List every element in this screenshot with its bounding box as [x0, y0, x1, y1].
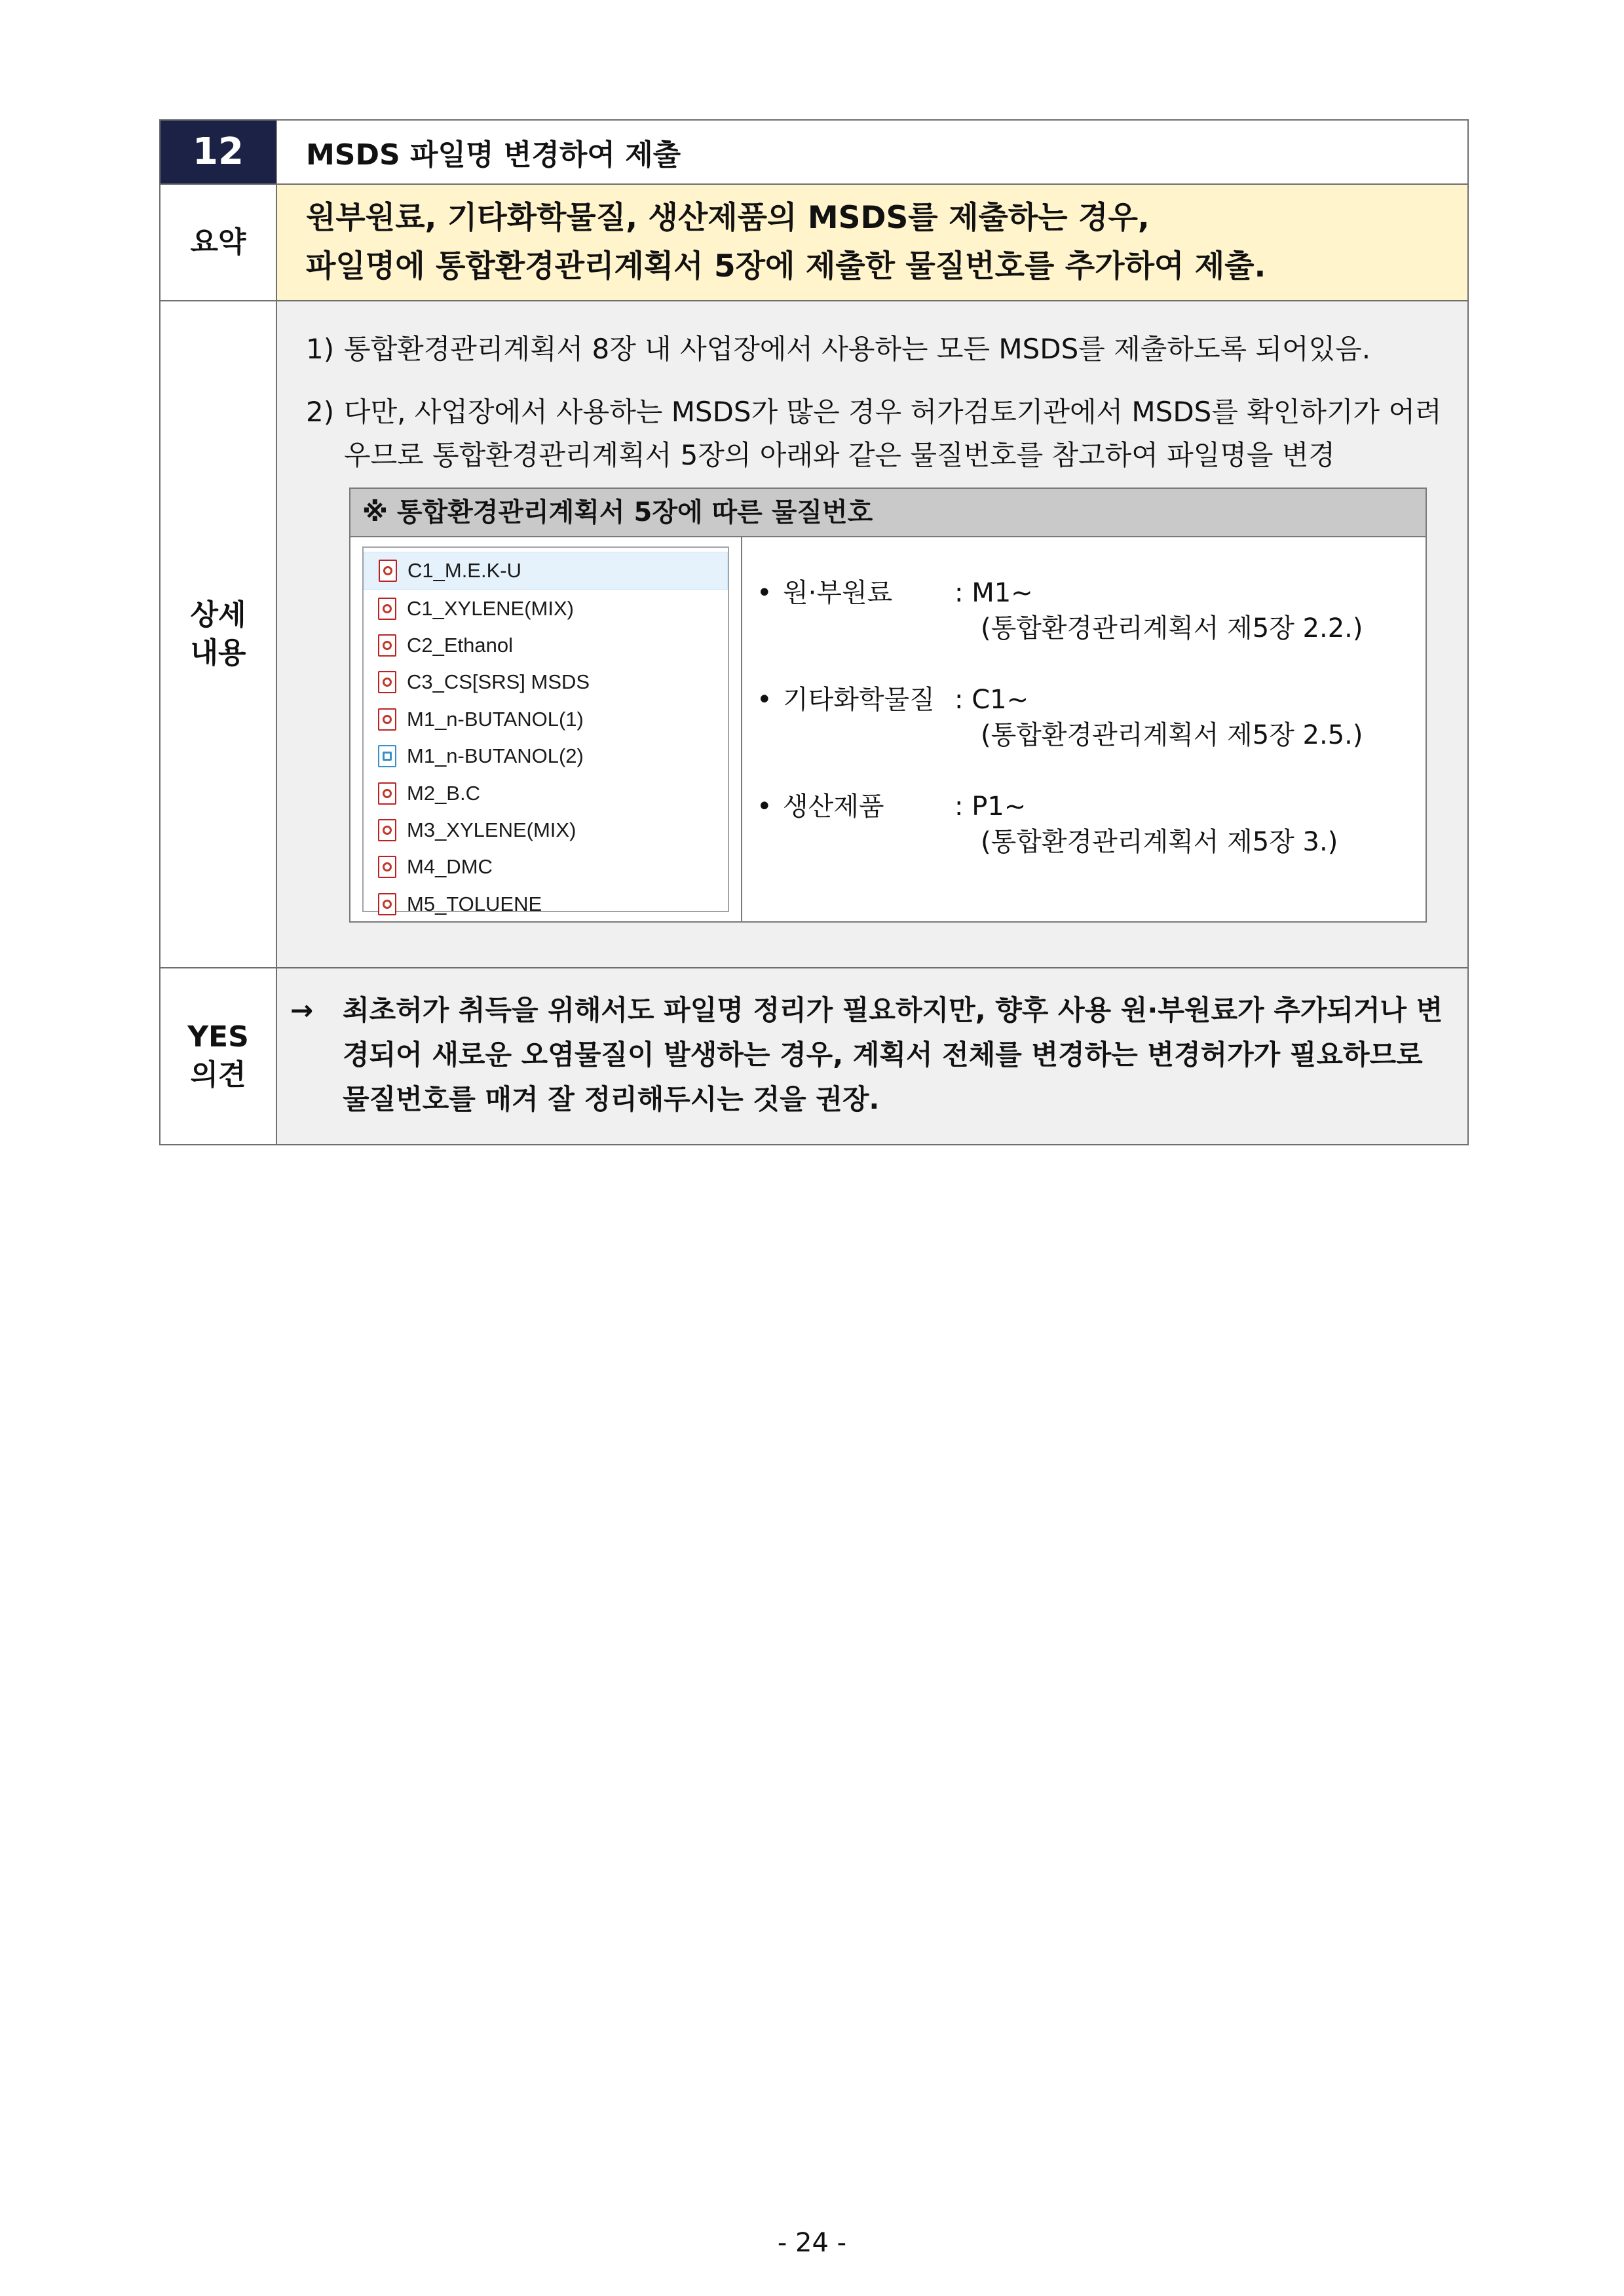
- file-item[interactable]: [364, 849, 728, 885]
- file-item[interactable]: [364, 627, 728, 664]
- file-name: M3_XYLENE(MIX): [407, 818, 576, 841]
- details-paragraph: [306, 391, 1444, 477]
- material-code-list: [742, 537, 1426, 921]
- material-category: 생산제품: [783, 792, 884, 822]
- details-label-line-2: 내용: [190, 636, 246, 670]
- material-separator: :: [954, 792, 972, 822]
- file-item[interactable]: [364, 886, 728, 923]
- file-item[interactable]: [364, 812, 728, 849]
- page-number: - 24 -: [777, 2228, 847, 2258]
- item-number: 12: [160, 120, 276, 184]
- file-name: C2_Ethanol: [407, 633, 514, 657]
- material-separator: :: [954, 685, 972, 715]
- material-number-box-title: ※ 통합환경관리계획서 5장에 따른 물질번호: [350, 489, 1426, 537]
- material-code-item: [757, 789, 1426, 860]
- pdf-icon: [378, 671, 396, 693]
- file-name: C3_CS[SRS] MSDS: [407, 670, 590, 694]
- material-reference: (통합환경관리계획서 제5장 2.2.): [981, 613, 1363, 643]
- details-paragraph: [306, 328, 1444, 371]
- material-reference: (통합환경관리계획서 제5장 3.): [981, 827, 1338, 857]
- opinion-label-line-1: YES: [187, 1020, 249, 1054]
- summary-line-2: 파일명에 통합환경관리계획서 5장에 제출한 물질번호를 추가하여 제출.: [306, 248, 1266, 284]
- arrow-right-icon: →: [290, 994, 314, 1026]
- opinion-label-line-2: 의견: [190, 1058, 246, 1092]
- item-title: MSDS 파일명 변경하여 제출: [276, 120, 1468, 184]
- paragraph-number: 2): [306, 396, 335, 428]
- summary-label: 요약: [160, 184, 276, 301]
- pdf-icon: [378, 598, 396, 620]
- file-name: M1_n-BUTANOL(1): [407, 707, 584, 731]
- details-text: [306, 328, 1444, 477]
- material-reference: (통합환경관리계획서 제5장 2.5.): [981, 720, 1363, 750]
- material-number-box-body: [350, 537, 1426, 921]
- material-code: C1~: [972, 685, 1029, 715]
- pdf-icon: [378, 634, 396, 657]
- file-name: M1_n-BUTANOL(2): [407, 744, 584, 768]
- file-item[interactable]: [364, 552, 728, 590]
- file-item[interactable]: [364, 738, 728, 775]
- opinion-body: 최초허가 취득을 위해서도 파일명 정리가 필요하지만, 향후 사용 원·부원료가 추가되거나 변경되어 새로운 오염물질이 발생하는 경우, 계획서 전체를 변경하는 변경허가가 필요하므로 물질번호를 매겨 잘 정리해두시는 것을 권장.: [343, 994, 1443, 1115]
- material-code-item: [757, 682, 1426, 753]
- material-code: M1~: [972, 578, 1033, 608]
- file-name: M4_DMC: [407, 855, 493, 879]
- file-name: C1_XYLENE(MIX): [407, 596, 574, 620]
- file-list-panel: [350, 537, 742, 921]
- details-label: [160, 301, 276, 968]
- file-name: M5_TOLUENE: [407, 892, 542, 915]
- summary-cell: [276, 184, 1468, 301]
- file-list: [362, 546, 729, 915]
- item-table: [159, 119, 1469, 1145]
- document-icon: [378, 745, 396, 767]
- material-code: P1~: [972, 792, 1027, 822]
- material-category: 원·부원료: [783, 578, 893, 608]
- file-item[interactable]: [364, 590, 728, 626]
- details-label-line-1: 상세: [190, 598, 246, 632]
- pdf-icon: [378, 893, 396, 915]
- opinion-text: [290, 988, 1450, 1122]
- material-separator: :: [954, 578, 972, 608]
- details-cell: [276, 301, 1468, 968]
- material-number-box: [349, 488, 1427, 923]
- pdf-icon: [379, 560, 397, 582]
- opinion-label: [160, 968, 276, 1145]
- pdf-icon: [378, 856, 396, 878]
- pdf-icon: [378, 782, 396, 805]
- file-item[interactable]: [364, 775, 728, 811]
- material-category: 기타화학물질: [783, 685, 935, 715]
- opinion-cell: [276, 968, 1468, 1145]
- file-item[interactable]: [364, 701, 728, 738]
- file-name: C1_M.E.K-U: [407, 559, 521, 583]
- material-code-item: [757, 575, 1426, 646]
- paragraph-number: 1): [306, 333, 335, 365]
- pdf-icon: [378, 819, 396, 841]
- paragraph-text: 통합환경관리계획서 8장 내 사업장에서 사용하는 모든 MSDS를 제출하도록 되어있음.: [344, 333, 1371, 365]
- pdf-icon: [378, 708, 396, 731]
- summary-line-1: 원부원료, 기타화학물질, 생산제품의 MSDS를 제출하는 경우,: [306, 200, 1150, 236]
- paragraph-text: 다만, 사업장에서 사용하는 MSDS가 많은 경우 허가검토기관에서 MSDS를 확인하기가 어려우므로 통합환경관리계획서 5장의 아래와 같은 물질번호를 참고하여 파일명을 변경: [344, 396, 1442, 471]
- file-name: M2_B.C: [407, 781, 480, 805]
- file-item[interactable]: [364, 664, 728, 700]
